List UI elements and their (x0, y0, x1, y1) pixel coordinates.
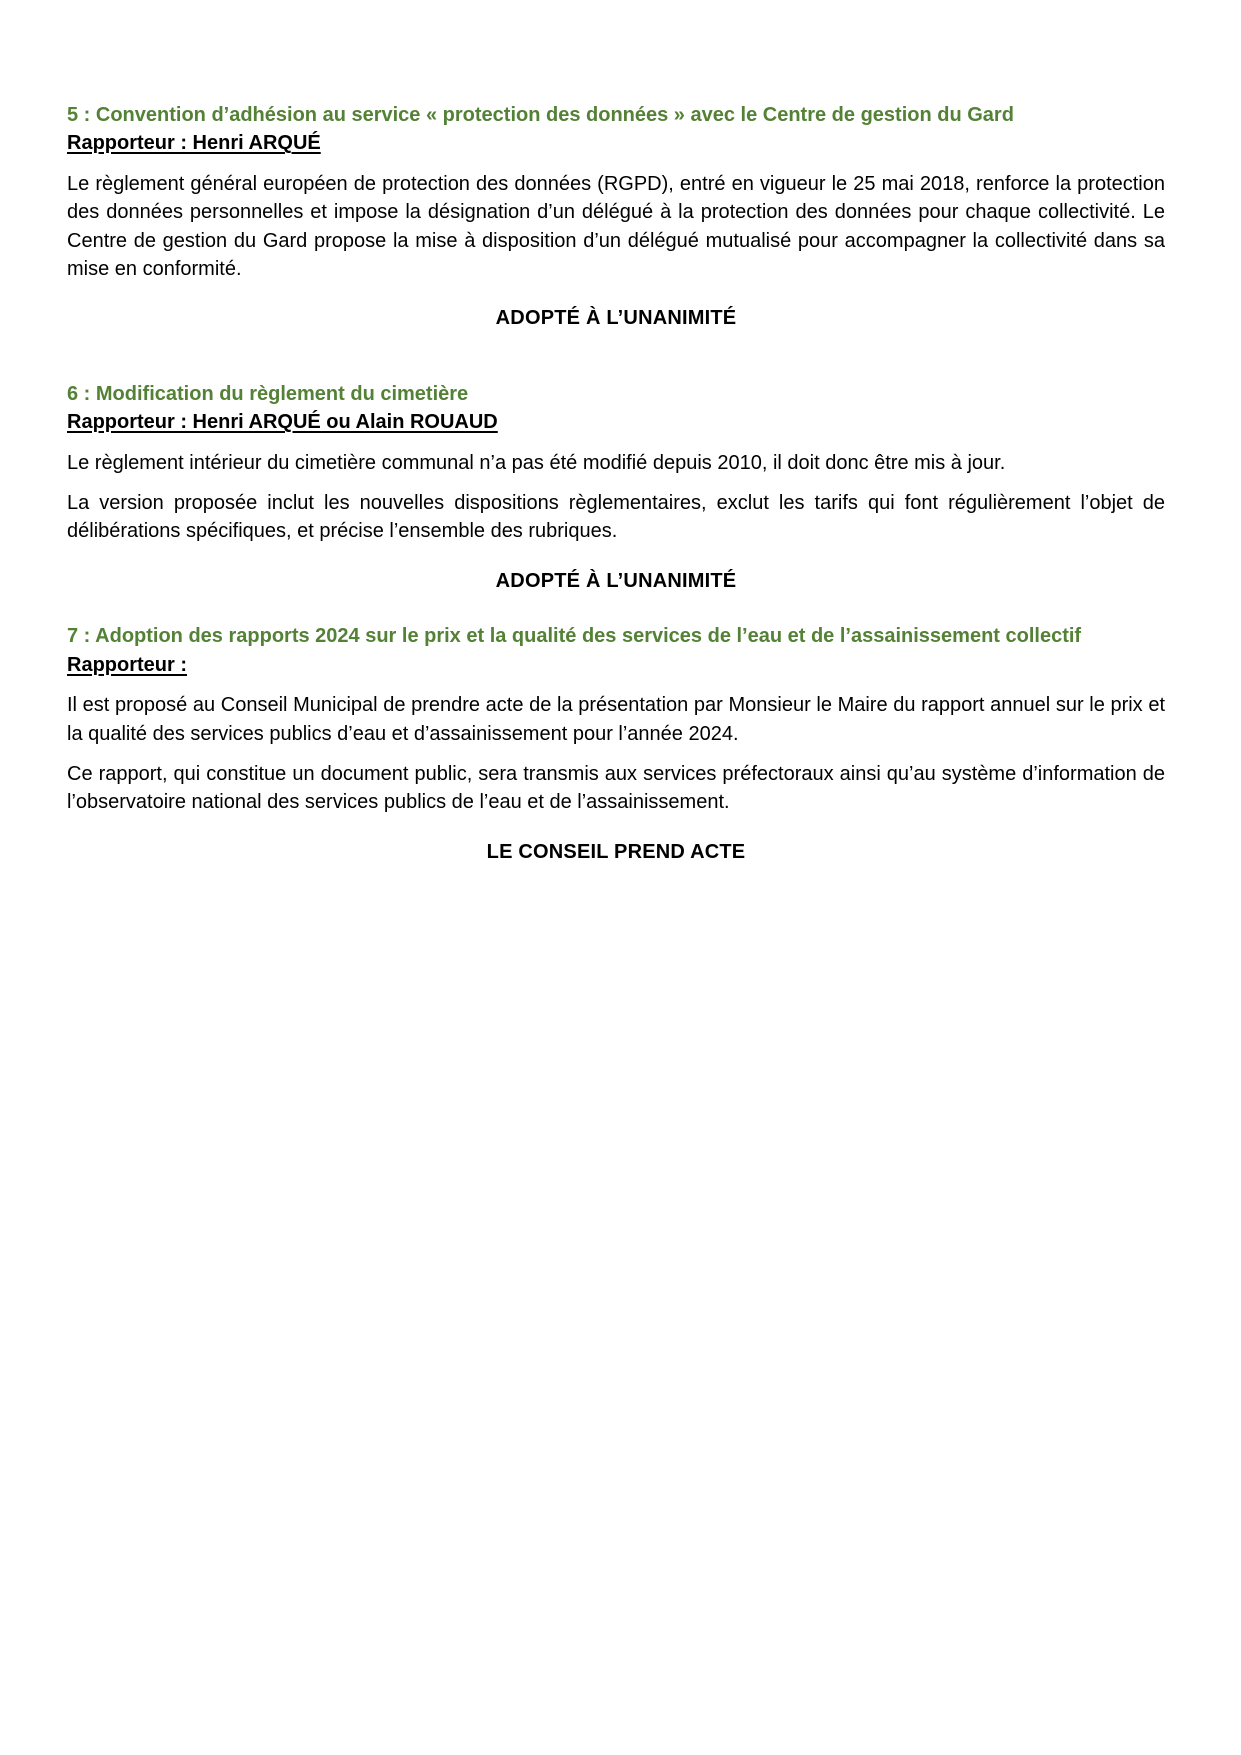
section-6-rapporteur: Rapporteur : Henri ARQUÉ ou Alain ROUAUD (67, 411, 498, 434)
section-6-paragraph-2: La version proposée inclut les nouvelles dispositions règlementaires, exclut les tarifs qui font régulièrement l’objet de délibérations spécifiques, et précise l’ensemble des rubriques. (67, 492, 1165, 543)
section-7-paragraph-2: Ce rapport, qui constitue un document public, sera transmis aux services préfectoraux ainsi qu’au système d’information de l’observatoire national des services publics de l’eau et de l’assainissement. (67, 762, 1165, 814)
section-item-5 (67, 101, 1165, 333)
section-6-paragraph-1: Le règlement intérieur du cimetière communal n’a pas été modifié depuis 2010, il doit donc être mis à jour. (67, 451, 1006, 474)
section-7-rapporteur: Rapporteur : (67, 653, 187, 676)
section-5-rapporteur: Rapporteur : Henri ARQUÉ (67, 132, 321, 155)
section-5-heading: 5 : Convention d’adhésion au service « protection des données » avec le Centre de gestion du Gard (67, 104, 1014, 126)
section-item-7 (67, 622, 1165, 866)
section-item-6 (67, 380, 1165, 595)
section-5-paragraph-1: Le règlement général européen de protection des données (RGPD), entré en vigueur le 25 mai 2018, renforce la protection des données personnelles et impose la désignation d’un délégué à la protection des données pour chaque collectivité. Le Centre de gestion du Gard propose la mise à disposition d’un délégué mutualisé pour accompagner la collectivité dans sa mise en conformité. (67, 172, 1165, 281)
section-5-decision: ADOPTÉ À L’UNANIMITÉ (495, 307, 737, 330)
section-7-heading: 7 : Adoption des rapports 2024 sur le prix et la qualité des services de l’eau et de l’assainissement collectif (67, 625, 1082, 648)
section-7-paragraph-1: Il est proposé au Conseil Municipal de prendre acte de la présentation par Monsieur le Maire du rapport annuel sur le prix et la qualité des services publics d’eau et d’assainissement pour l’année 2024. (67, 694, 1165, 745)
section-7-decision: LE CONSEIL PREND ACTE (486, 840, 746, 863)
section-6-decision: ADOPTÉ À L’UNANIMITÉ (495, 569, 737, 592)
section-6-heading: 6 : Modification du règlement du cimetière (67, 382, 469, 405)
